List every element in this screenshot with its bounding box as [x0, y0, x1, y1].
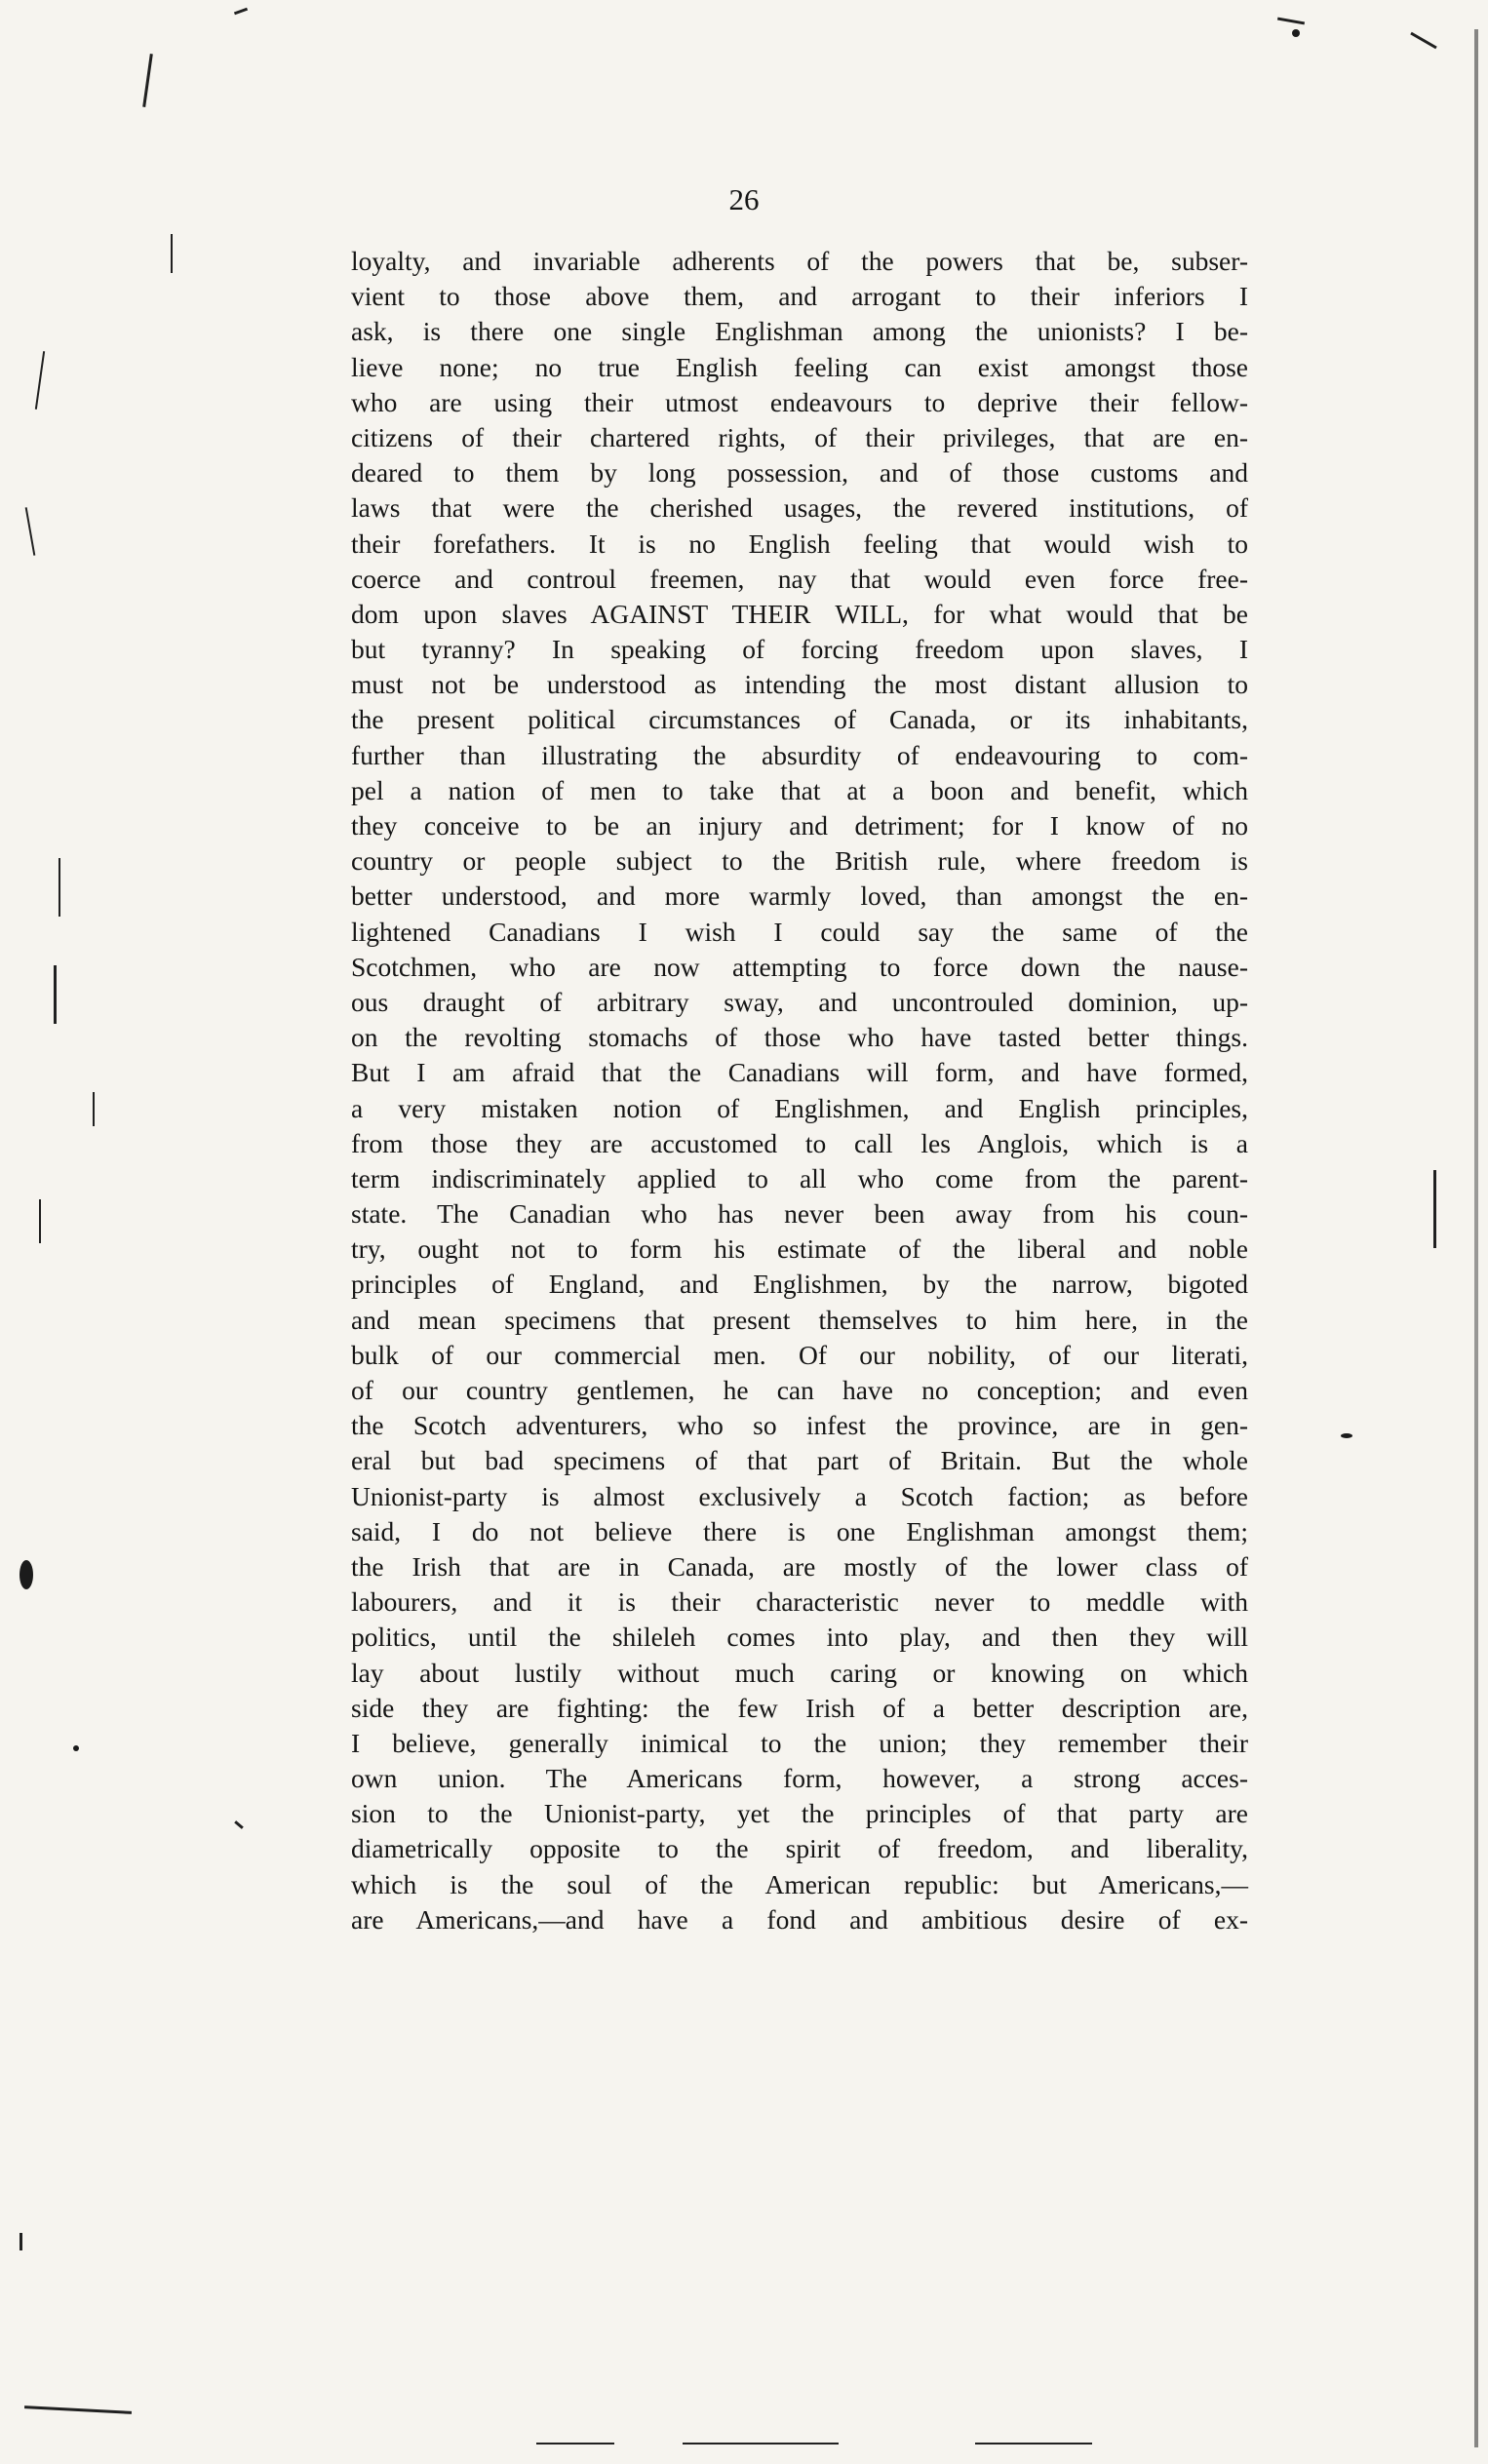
text-line: Scotchmen, who are now attempting to force down the nause-	[351, 951, 1248, 982]
text-line: citizens of their chartered rights, of their privileges, that are en-	[351, 421, 1248, 452]
text-line: of our country gentlemen, he can have no conception; and even	[351, 1375, 1248, 1405]
text-line: term indiscriminately applied to all who come from the parent-	[351, 1162, 1248, 1193]
text-line: are Americans,—and have a fond and ambitious desire of ex-	[351, 1903, 1248, 1935]
speck	[1341, 1433, 1352, 1438]
margin-mark	[975, 2443, 1092, 2444]
text-line: sion to the Unionist-party, yet the principles of that party are	[351, 1798, 1248, 1829]
text-line: must not be understood as intending the most distant allusion to	[351, 669, 1248, 700]
text-line: the Irish that are in Canada, are mostly of the lower class of	[351, 1550, 1248, 1582]
margin-mark	[93, 1092, 95, 1126]
text-line: from those they are accustomed to call les Anglois, which is a	[351, 1127, 1248, 1158]
text-line: on the revolting stomachs of those who have tasted better things.	[351, 1022, 1248, 1053]
text-line: try, ought not to form his estimate of the liberal and noble	[351, 1233, 1248, 1265]
text-line: a very mistaken notion of Englishmen, and English principles,	[351, 1092, 1248, 1123]
margin-mark	[24, 2405, 132, 2414]
text-line: coerce and controul freemen, nay that would even force free-	[351, 563, 1248, 594]
text-line: I believe, generally inimical to the union; they remember their	[351, 1727, 1248, 1758]
text-line: Unionist-party is almost exclusively a Scotch faction; as before	[351, 1480, 1248, 1511]
speck	[1292, 29, 1300, 37]
text-line: their forefathers. It is no English feeling that would wish to	[351, 528, 1248, 559]
text-line: bulk of our commercial men. Of our nobility, of our literati,	[351, 1339, 1248, 1370]
text-line: lieve none; no true English feeling can exist amongst those	[351, 351, 1248, 382]
text-line: eral but bad specimens of that part of Britain. But the whole	[351, 1445, 1248, 1476]
text-line: but tyranny? In speaking of forcing freedom upon slaves, I	[351, 634, 1248, 665]
text-line: ask, is there one single Englishman among the unionists? I be-	[351, 316, 1248, 347]
text-line: laws that were the cherished usages, the revered institutions, of	[351, 492, 1248, 524]
margin-mark	[234, 8, 248, 16]
text-line: ous draught of arbitrary sway, and uncontrouled dominion, up-	[351, 986, 1248, 1017]
text-line: better understood, and more warmly loved, than amongst the en-	[351, 880, 1248, 912]
speck	[73, 1745, 79, 1751]
text-line: diametrically opposite to the spirit of freedom, and liberality,	[351, 1833, 1248, 1864]
text-line: lay about lustily without much caring or knowing on which	[351, 1657, 1248, 1688]
text-line: they conceive to be an injury and detriment; for I know of no	[351, 810, 1248, 841]
page-edge-binding	[1474, 29, 1478, 2447]
text-line: But I am afraid that the Canadians will form, and have formed,	[351, 1057, 1248, 1088]
margin-mark	[1410, 32, 1436, 50]
text-line: the Scotch adventurers, who so infest the province, are in gen-	[351, 1410, 1248, 1441]
text-line: labourers, and it is their characteristic never to meddle with	[351, 1586, 1248, 1618]
text-line: deared to them by long possession, and of those customs and	[351, 457, 1248, 489]
text-line: politics, until the shileleh comes into play, and then they will	[351, 1622, 1248, 1653]
margin-mark	[54, 965, 57, 1024]
margin-mark	[59, 858, 60, 917]
body-text	[351, 244, 1248, 1937]
margin-mark	[20, 2233, 22, 2250]
margin-mark	[25, 507, 36, 556]
margin-mark	[35, 351, 45, 410]
margin-mark	[39, 1199, 41, 1243]
text-line: pel a nation of men to take that at a boon and benefit, which	[351, 774, 1248, 805]
text-line: the present political circumstances of Canada, or its inhabitants,	[351, 704, 1248, 735]
text-line: state. The Canadian who has never been away from his coun-	[351, 1198, 1248, 1230]
margin-mark	[536, 2443, 614, 2444]
margin-mark	[171, 234, 173, 273]
text-line: vient to those above them, and arrogant to their inferiors I	[351, 281, 1248, 312]
text-line: who are using their utmost endeavours to deprive their fellow-	[351, 386, 1248, 417]
margin-mark	[142, 54, 153, 107]
text-line: principles of England, and Englishmen, by the narrow, bigoted	[351, 1269, 1248, 1300]
margin-mark	[683, 2443, 839, 2444]
text-line: lightened Canadians I wish I could say the same of the	[351, 916, 1248, 947]
text-line: own union. The Americans form, however, a strong acces-	[351, 1763, 1248, 1794]
text-line: said, I do not believe there is one Englishman amongst them;	[351, 1515, 1248, 1546]
text-line: further than illustrating the absurdity of endeavouring to com-	[351, 739, 1248, 770]
text-line: dom upon slaves AGAINST THEIR WILL, for what would that be	[351, 598, 1248, 629]
margin-mark	[1277, 18, 1305, 25]
text-line: loyalty, and invariable adherents of the powers that be, subser-	[351, 246, 1248, 276]
text-line: side they are fighting: the few Irish of a better description are,	[351, 1692, 1248, 1723]
text-line: and mean specimens that present themselves to him here, in the	[351, 1304, 1248, 1335]
margin-mark	[1433, 1170, 1436, 1248]
speck	[20, 1560, 33, 1589]
text-line: which is the soul of the American republic: but Americans,—	[351, 1868, 1248, 1899]
page-number: 26	[728, 182, 760, 216]
margin-mark	[234, 1820, 244, 1829]
text-line: country or people subject to the British rule, where freedom is	[351, 845, 1248, 877]
